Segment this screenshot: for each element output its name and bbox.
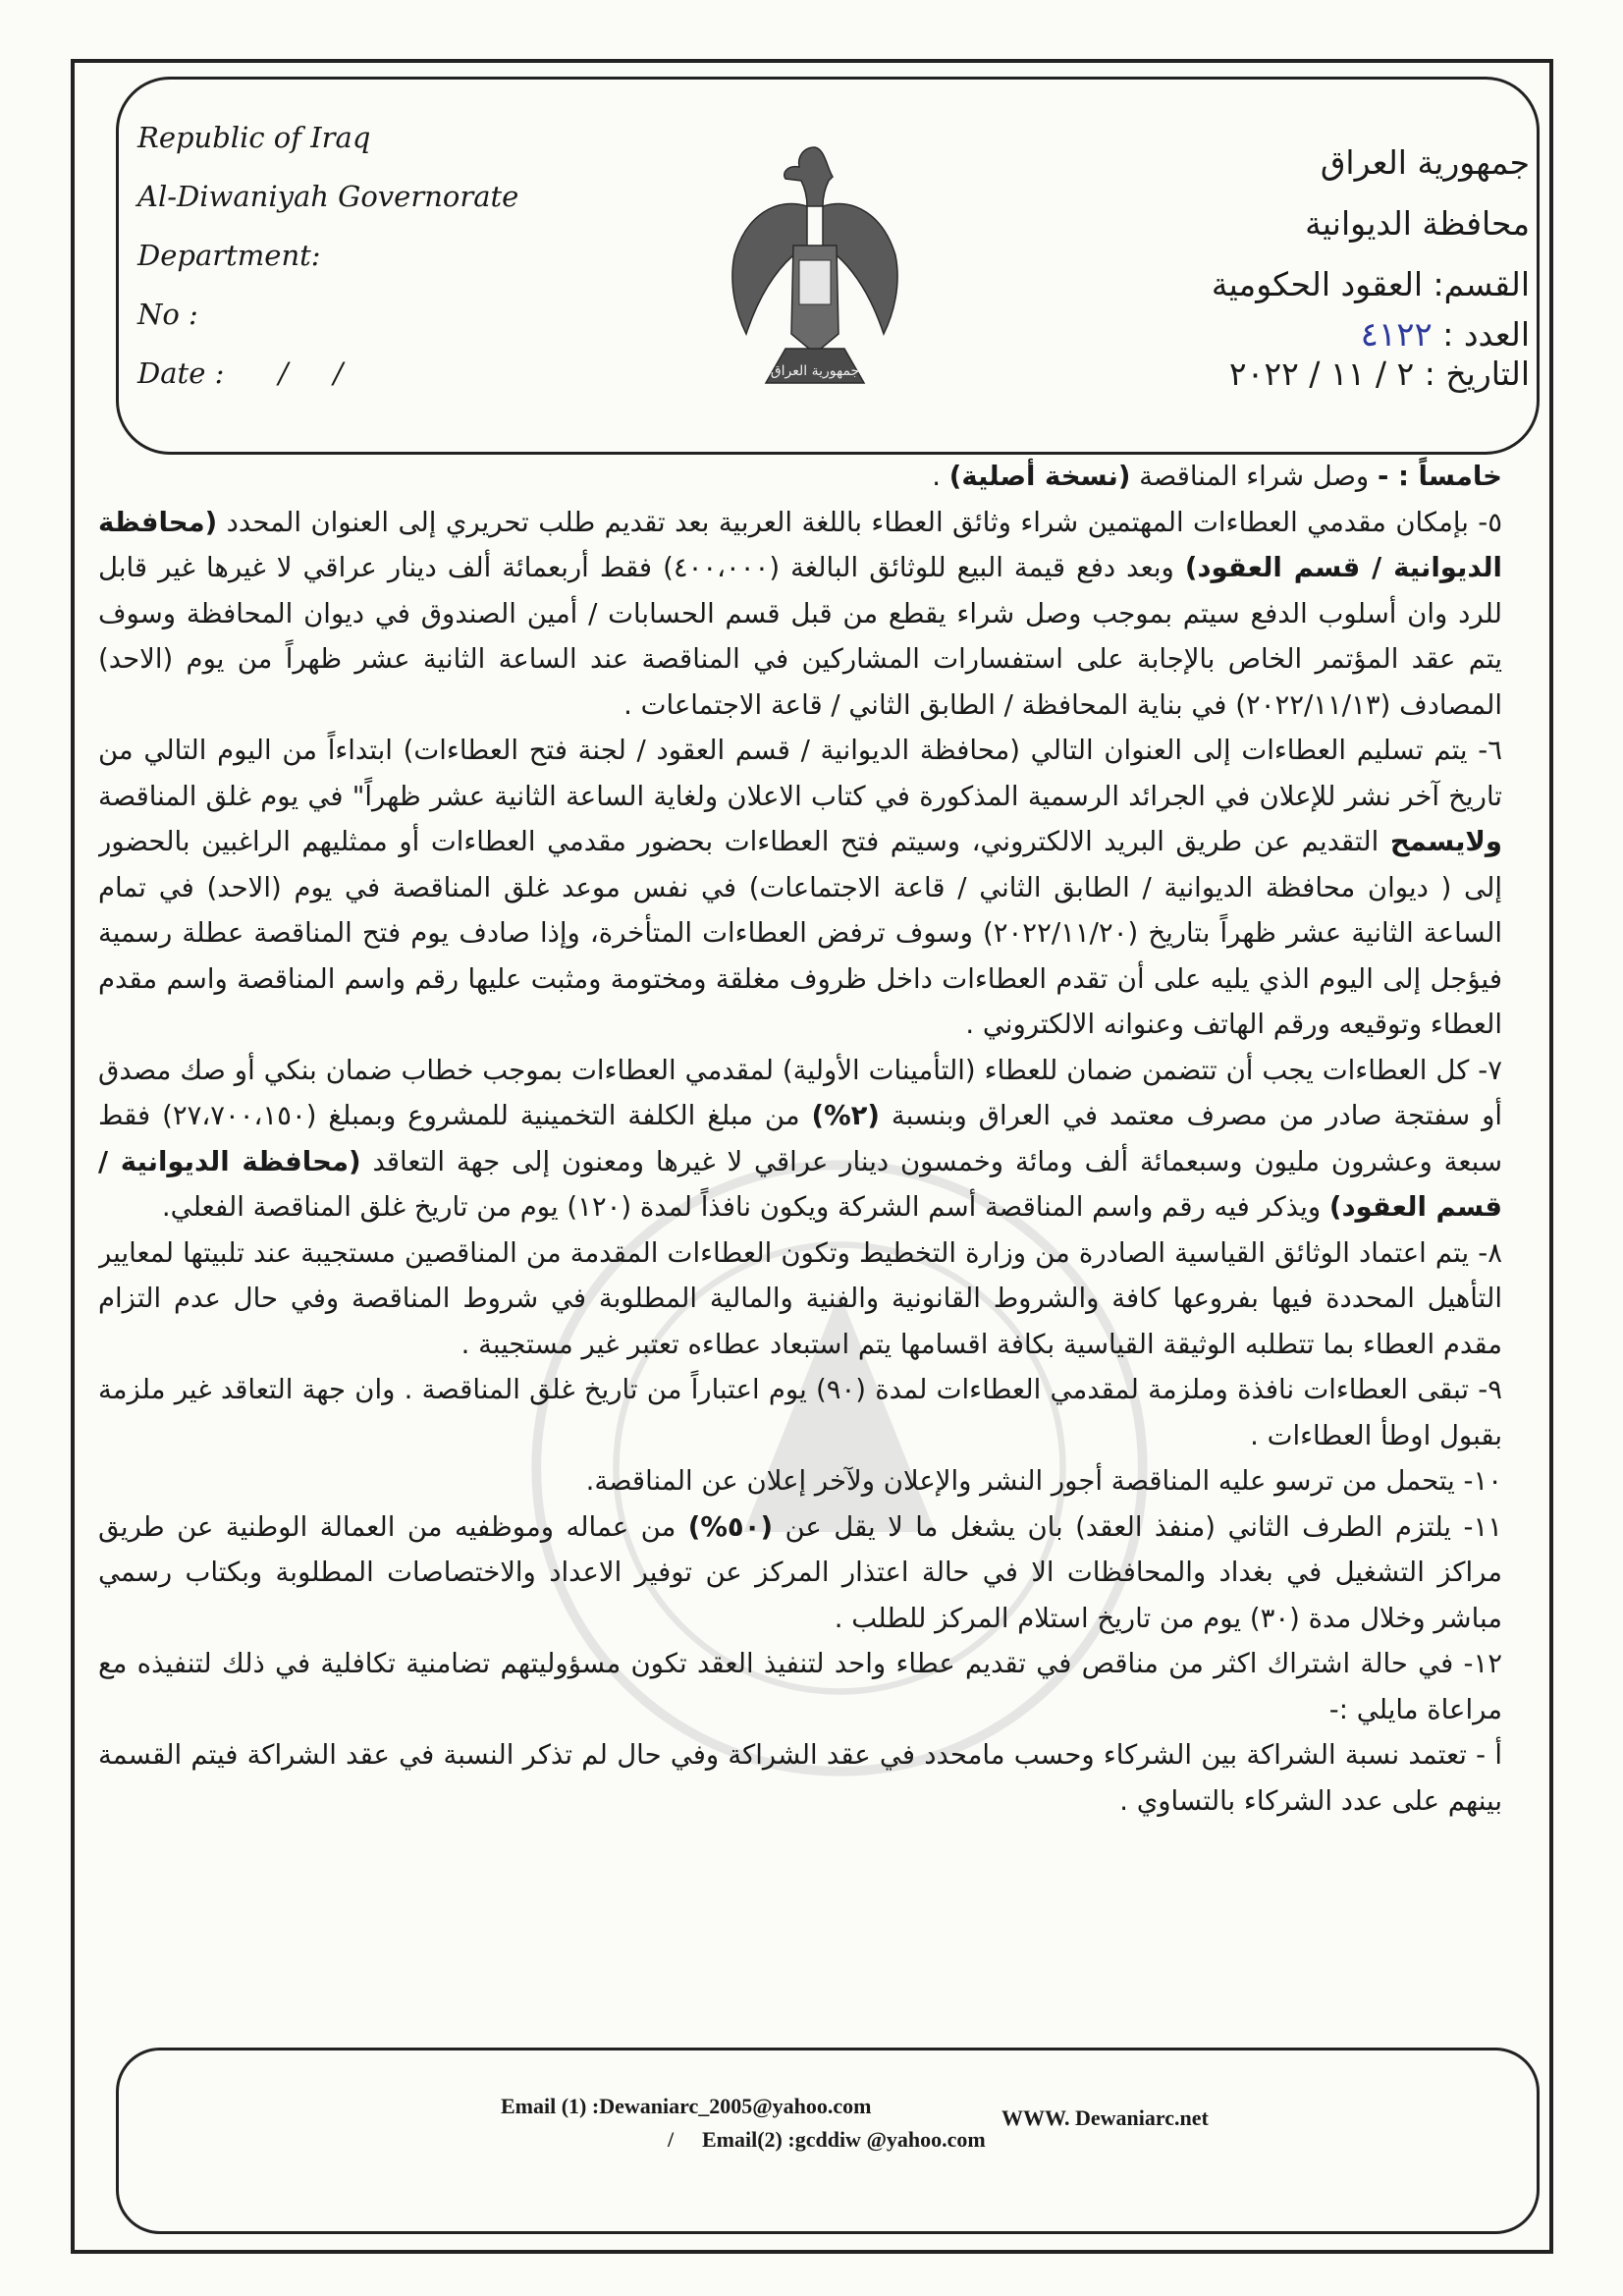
section-label: خامساً : - xyxy=(1377,461,1502,492)
number-label: العدد : xyxy=(1442,315,1530,354)
date-value: ٢ / ١١ / ٢٠٢٢ xyxy=(1228,355,1415,393)
clause-8: ٨- يتم اعتماد الوثائق القياسية الصادرة من وزارة التخطيط وتكون العطاءات المقدمة من المناقصين مستجيبة عند تلبيتها لمعايير التأهيل المحددة فيها بفروعها كافة والشروط القانونية والفنية والمالية المطلوبة في شروط المناقصة وفي حال عدم التزام مقدم العطاء بما تتطلبه الوثيقة القياسية بكافة اقسامها يتم استبعاد عطاءه تعتبر غير مستجيبة . xyxy=(98,1236,1502,1360)
section-five-heading: خامساً : - وصل شراء المناقصة (نسخة أصلية) . xyxy=(932,461,1502,492)
date-en: Date : / / xyxy=(137,356,344,390)
governorate-en: Al-Diwaniyah Governorate xyxy=(137,180,519,213)
clause-12: ١٢- في حالة اشتراك اكثر من مناقص في تقديم عطاء واحد لتنفيذ العقد تكون مسؤوليتهم تضامنية تكافلية في ذلك لتنفيذه مع مراعاة مايلي :- xyxy=(98,1648,1502,1725)
date-ar xyxy=(1176,355,1530,394)
email-two: Email(2) :gcddiw @yahoo.com xyxy=(702,2127,986,2152)
clause-9: ٩- تبقى العطاءات نافذة وملزمة لمقدمي العطاءات لمدة (٩٠) يوم اعتباراً من تاريخ غلق المناقصة . وان جهة التعاقد غير ملزمة بقبول اوطأ العطاءات . xyxy=(98,1374,1502,1451)
iraq-eagle-emblem-icon xyxy=(717,137,913,412)
letterhead-english xyxy=(137,108,599,403)
emblem-caption: جمهورية العراق xyxy=(770,363,860,379)
website: WWW. Dewaniarc.net xyxy=(1001,2105,1209,2130)
number-en: No : xyxy=(137,298,198,331)
clause-6: ٦- يتم تسليم العطاءات إلى العنوان التالي (محافظة الديوانية / قسم العقود / لجنة فتح العطاءات) ابتداءاً من اليوم التالي من تاريخ آخر نشر للإعلان في الجرائد الرسمية المذكورة في كتاب الاعلان ولغاية الساعة الثانية عشر ظهراً" في يوم غلق المناقصة ولايسمح التقديم عن طريق البريد الالكتروني، وسيتم فتح العطاءات بحضور مقدمي العطاءات أو ممثليهم الراغبين بالحضور إلى ( ديوان محافظة الديوانية / الطابق الثاني / قاعة الاجتماعات) في نفس موعد غلق المناقصة في يوم (الاحد) في تمام الساعة الثانية عشر ظهراً بتاريخ (٢٠٢٢/١١/٢٠) وسوف ترفض العطاءات المتأخرة، وإذا صادف يوم فتح المناقصة عطلة رسمية فيؤجل إلى اليوم الذي يليه على أن تقدم العطاءات داخل ظروف مغلقة ومختومة ومثبت عليها رقم واسم المناقصة واسم مقدم العطاء وتوقيعه ورقم الهاتف وعنوانه الالكتروني . xyxy=(98,735,1502,1040)
department-ar: القسم: العقود الحكومية xyxy=(1211,265,1530,303)
number-ar xyxy=(1176,315,1530,355)
tender-conditions-text xyxy=(98,454,1502,2040)
country-en: Republic of Iraq xyxy=(137,121,371,154)
governorate-ar: محافظة الديوانية xyxy=(1305,204,1530,243)
letterhead-arabic xyxy=(1176,133,1530,394)
country-ar: جمهورية العراق xyxy=(1320,143,1530,182)
clause-10: ١٠- يتحمل من ترسو عليه المناقصة أجور النشر والإعلان ولآخر إعلان عن المناقصة. xyxy=(585,1465,1502,1497)
date-label: التاريخ : xyxy=(1424,355,1530,393)
number-value: ٤١٢٢ xyxy=(1360,315,1433,355)
department-en: Department: xyxy=(137,239,321,272)
clause-5: ٥- بإمكان مقدمي العطاءات المهتمين شراء وثائق العطاء باللغة العربية بعد تقديم طلب تحريري إلى العنوان المحدد (محافظة الديوانية / قسم العقود) وبعد دفع قيمة البيع للوثائق البالغة (٤٠٠،٠٠٠) فقط أربعمائة ألف دينار عراقي لا غيرها غير قابل للرد وان أسلوب الدفع سيتم بموجب وصل شراء يقطع من قبل قسم الحسابات / أمين الصندوق في ديوان المحافظة وسوف يتم عقد المؤتمر الخاص بالإجابة على استفسارات المشاركين في المناقصة عند الساعة الثانية عشر ظهراً من يوم (الاحد) المصادف (٢٠٢٢/١١/١٣) في بناية المحافظة / الطابق الثاني / قاعة الاجتماعات . xyxy=(98,506,1502,721)
email-one: Email (1) :Dewaniarc_2005@yahoo.com xyxy=(501,2094,872,2118)
clause-12a: أ - تعتمد نسبة الشراكة بين الشركاء وحسب مامحدد في عقد الشراكة وفي حال لم تذكر النسبة في عقد الشراكة فيتم القسمة بينهم على عدد الشركاء بالتساوي . xyxy=(98,1739,1502,1817)
clause-7: ٧- كل العطاءات يجب أن تتضمن ضمان للعطاء (التأمينات الأولية) لمقدمي العطاءات بموجب خطاب ضمان بنكي أو صك مصدق أو سفتجة صادر من مصرف معتمد في العراق وبنسبة (٢%) من مبلغ الكلفة التخمينية للمشروع وبمبلغ (٢٧،٧٠٠،١٥٠) فقط سبعة وعشرون مليون وسبعمائة ألف ومائة وخمسون دينار عراقي لا غيرها ومعنون إلى جهة التعاقد (محافظة الديوانية / قسم العقود) ويذكر فيه رقم واسم المناقصة أسم الشركة ويكون نافذاً لمدة (١٢٠) يوم من تاريخ غلق المناقصة الفعلي. xyxy=(98,1054,1502,1223)
footer-separator: / xyxy=(668,2127,675,2152)
clause-11: ١١- يلتزم الطرف الثاني (منفذ العقد) بان يشغل ما لا يقل عن (٥٠%) من عماله وموظفيه من العمالة الوطنية عن طريق مراكز التشغيل في بغداد والمحافظات الا في حالة اعتذار المركز عن توفير الاعداد والاختصاصات المطلوبة وبكتاب رسمي مباشر وخلال مدة (٣٠) يوم من تاريخ استلام المركز للطلب . xyxy=(98,1510,1502,1634)
